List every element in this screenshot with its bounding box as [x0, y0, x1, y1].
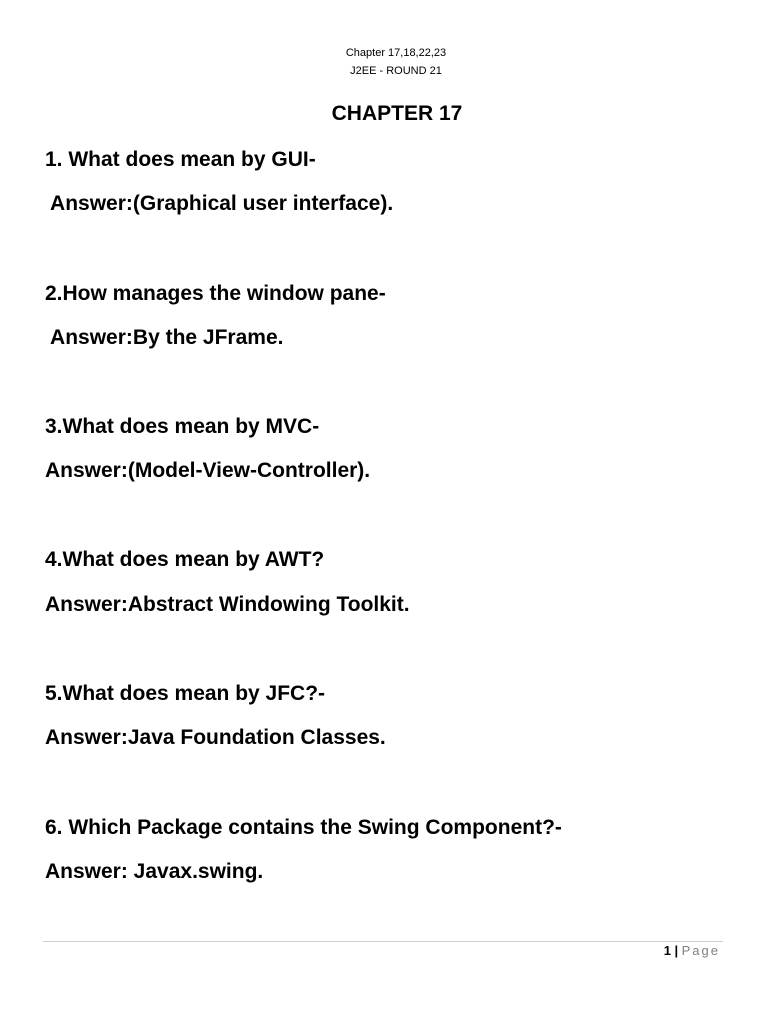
- answer-1: Answer:(Graphical user interface).: [45, 192, 394, 215]
- footer-divider: [43, 941, 723, 942]
- answer-2: Answer:By the JFrame.: [45, 326, 284, 349]
- answer-4: Answer:Abstract Windowing Toolkit.: [45, 593, 410, 616]
- page-number: 1: [663, 943, 672, 958]
- question-6: 6. Which Package contains the Swing Component?-: [45, 816, 562, 839]
- answer-5: Answer:Java Foundation Classes.: [45, 726, 386, 749]
- answer-3: Answer:(Model-View-Controller).: [45, 459, 371, 482]
- question-5: 5.What does mean by JFC?-: [45, 682, 326, 705]
- chapter-title: CHAPTER 17: [331, 102, 463, 125]
- page-label: Page: [681, 943, 720, 958]
- question-3: 3.What does mean by MVC-: [45, 415, 320, 438]
- answer-6: Answer: Javax.swing.: [45, 860, 264, 883]
- page-separator: |: [674, 943, 679, 958]
- header-chapters: Chapter 17,18,22,23: [345, 47, 447, 59]
- question-2: 2.How manages the window pane-: [45, 282, 386, 305]
- question-4: 4.What does mean by AWT?: [45, 548, 325, 571]
- question-1: 1. What does mean by GUI-: [45, 148, 316, 171]
- page-footer: [664, 943, 720, 958]
- header-round: J2EE - ROUND 21: [350, 65, 442, 77]
